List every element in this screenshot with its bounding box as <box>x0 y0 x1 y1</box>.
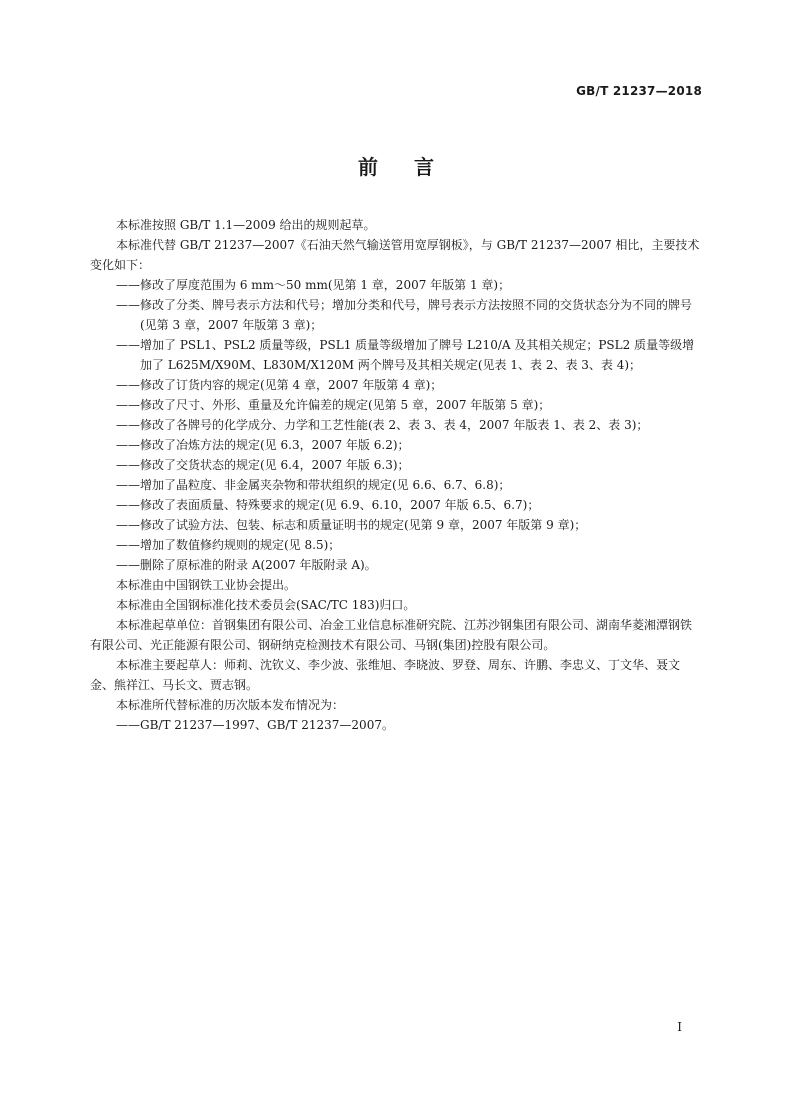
list-item: ——增加了 PSL1、PSL2 质量等级，PSL1 质量等级增加了牌号 L210/A 及其相关规定；PSL2 质量等级增加了 L625M/X90M、L830M/X120M 两个牌号及其相关规定(见表 1、表 2、表 3、表 4)； <box>116 338 695 372</box>
page-number: I <box>677 1020 682 1034</box>
paragraph: 本标准主要起草人：师莉、沈钦义、李少波、张维旭、李晓波、罗登、周东、许鹏、李忠义、丁文华、聂文金、熊祥江、马长文、贾志钢。 <box>90 658 681 692</box>
page-title: 前言 <box>358 155 470 179</box>
paragraph: 本标准所代替标准的历次版本发布情况为： <box>116 698 345 712</box>
list-item: ——修改了冶炼方法的规定(见 6.3，2007 年版 6.2)； <box>116 438 410 452</box>
list-item: ——修改了订货内容的规定(见第 4 章，2007 年版第 4 章)； <box>116 378 443 392</box>
list-item: ——修改了各牌号的化学成分、力学和工艺性能(表 2、表 3、表 4，2007 年版表 1、表 2、表 3)； <box>116 418 649 432</box>
list-item: ——GB/T 21237—1997、GB/T 21237—2007。 <box>116 718 394 732</box>
standard-code: GB/T 21237—2018 <box>576 84 702 98</box>
list-item: ——删除了原标准的附录 A(2007 年版附录 A)。 <box>116 558 377 572</box>
list-item: ——修改了厚度范围为 6 mm～50 mm(见第 1 章，2007 年版第 1 章)； <box>116 278 511 292</box>
paragraph: 本标准代替 GB/T 21237—2007《石油天然气输送管用宽厚钢板》，与 GB/T 21237—2007 相比，主要技术变化如下： <box>90 238 700 272</box>
paragraph: 本标准由全国钢标准化技术委员会(SAC/TC 183)归口。 <box>116 598 416 612</box>
list-item: ——修改了试验方法、包装、标志和质量证明书的规定(见第 9 章，2007 年版第 9 章)； <box>116 518 587 532</box>
foreword-body <box>90 215 702 735</box>
list-item: ——修改了分类、牌号表示方法和代号；增加分类和代号，牌号表示方法按照不同的交货状态分为不同的牌号(见第 3 章，2007 年版第 3 章)； <box>116 298 693 332</box>
list-item: ——增加了晶粒度、非金属夹杂物和带状组织的规定(见 6.6、6.7、6.8)； <box>116 478 511 492</box>
paragraph: 本标准起草单位：首钢集团有限公司、冶金工业信息标准研究院、江苏沙钢集团有限公司、湖南华菱湘潭钢铁有限公司、光正能源有限公司、钢研纳克检测技术有限公司、马钢(集团)控股有限公司。 <box>90 618 693 652</box>
paragraph: 本标准由中国钢铁工业协会提出。 <box>116 578 297 592</box>
list-item: ——修改了尺寸、外形、重量及允许偏差的规定(见第 5 章，2007 年版第 5 章)； <box>116 398 551 412</box>
list-item: ——修改了交货状态的规定(见 6.4，2007 年版 6.3)； <box>116 458 410 472</box>
list-item: ——增加了数值修约规则的规定(见 8.5)； <box>116 538 341 552</box>
list-item: ——修改了表面质量、特殊要求的规定(见 6.9、6.10，2007 年版 6.5、6.7)； <box>116 498 540 512</box>
paragraph: 本标准按照 GB/T 1.1—2009 给出的规则起草。 <box>116 218 376 232</box>
